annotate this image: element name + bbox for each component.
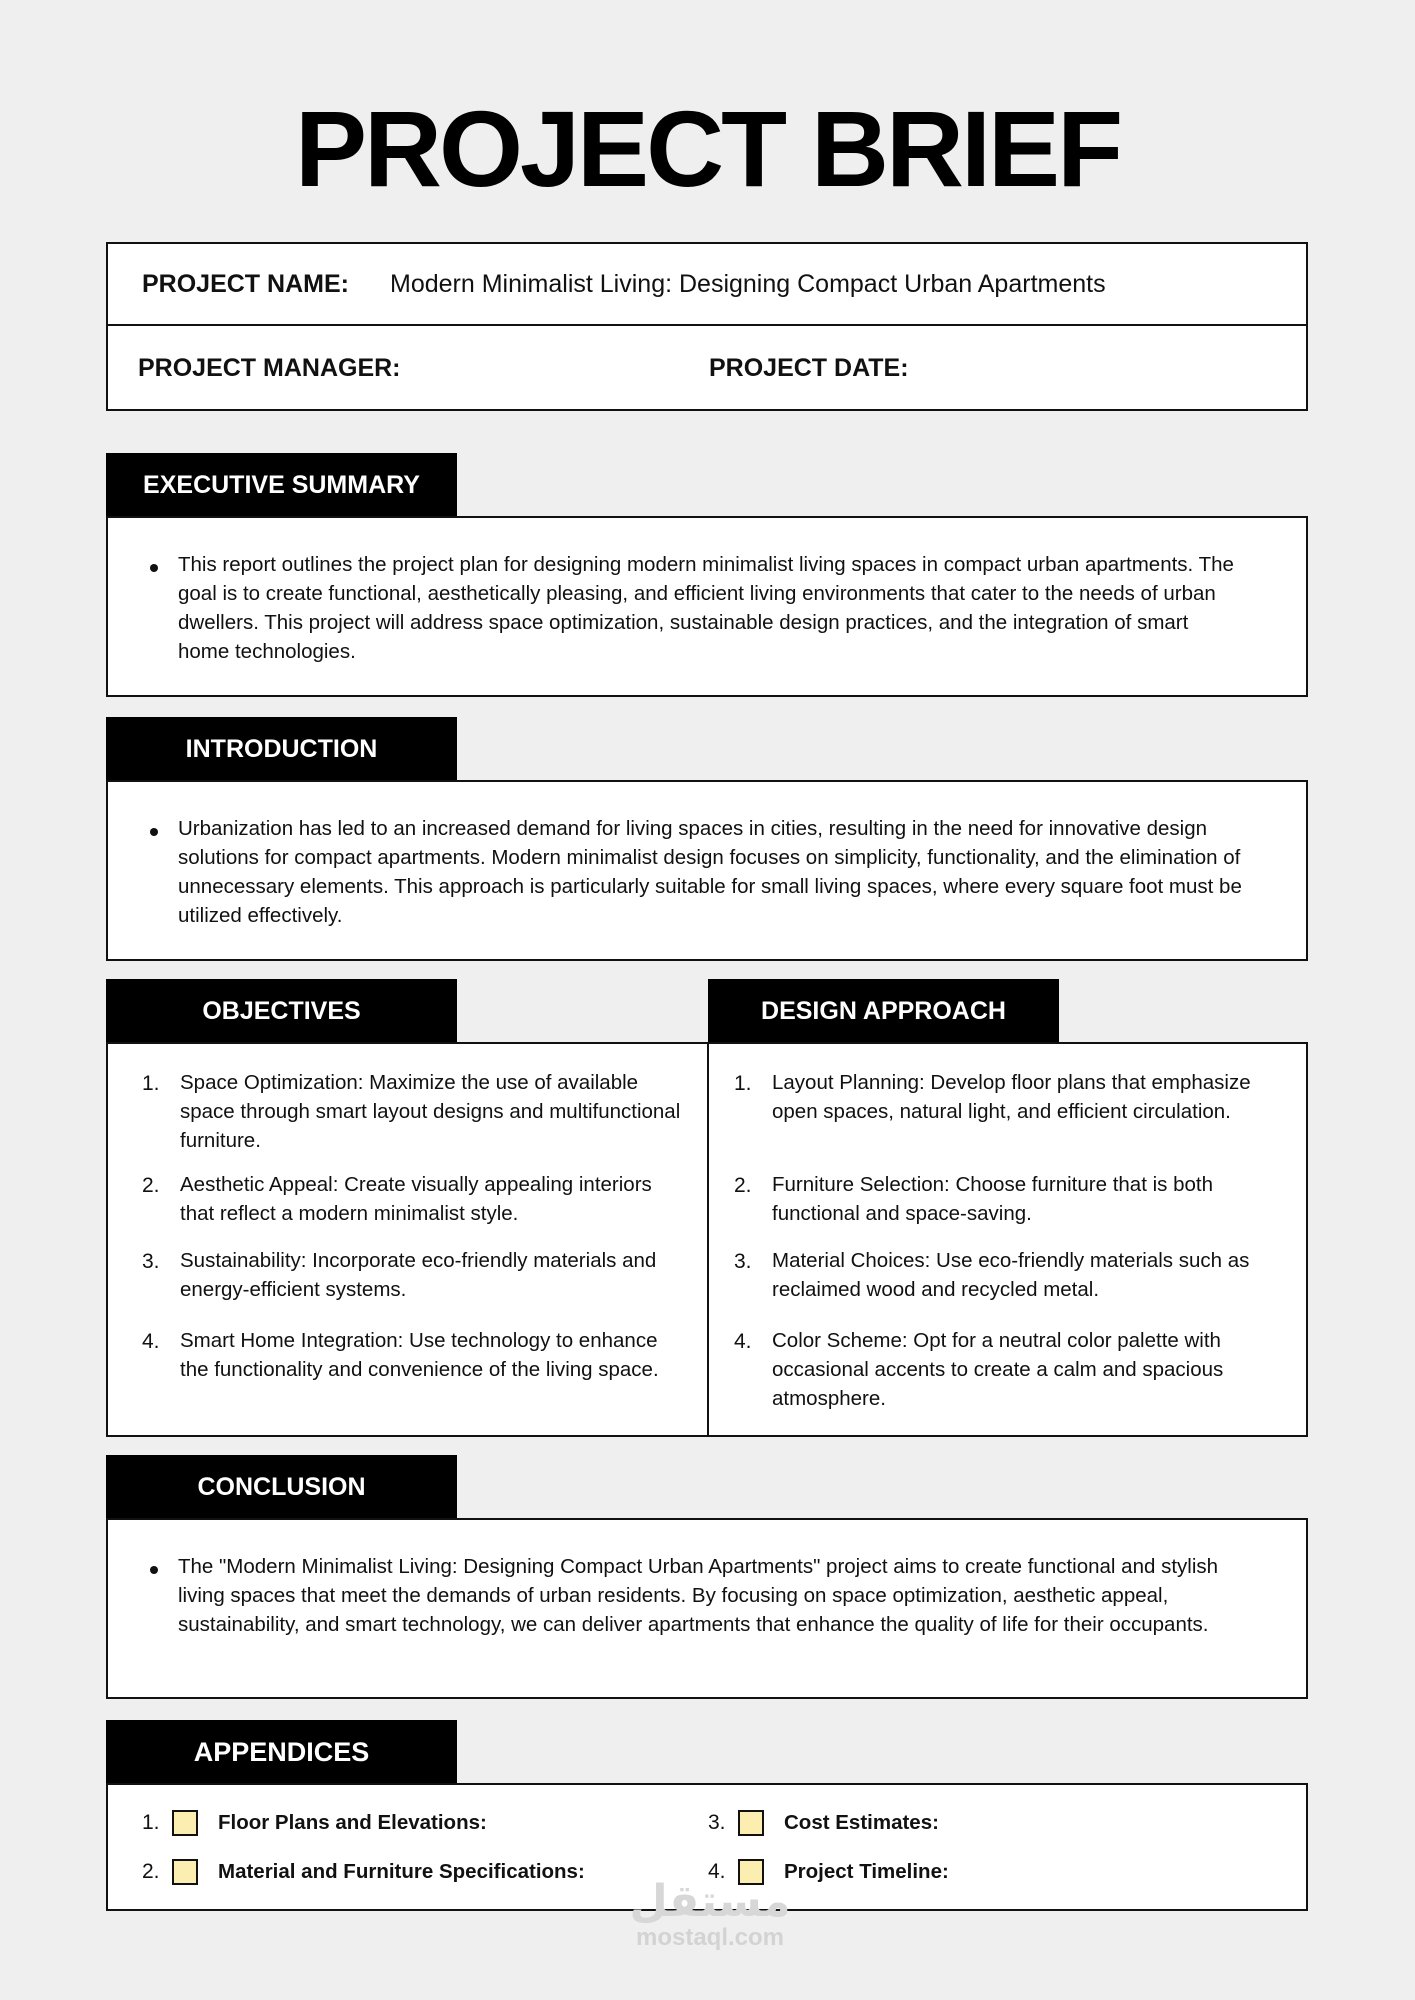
list-text: Layout Planning: Develop floor plans that emphasize open spaces, natural light, and efficient circulation. [772,1071,1251,1123]
appendix-checkbox[interactable] [172,1859,198,1885]
appendix-number: 4. [708,1860,726,1883]
appendices-heading: APPENDICES [106,1720,457,1785]
bullet-icon [150,1566,158,1574]
appendix-label: Material and Furniture Specifications: [218,1860,585,1883]
list-text: Furniture Selection: Choose furniture that is both functional and space-saving. [772,1173,1213,1225]
list-number: 2. [734,1174,752,1197]
page-title: PROJECT BRIEF [294,88,1121,209]
appendix-item [142,1810,487,1836]
watermark-arabic: مستقل [629,1877,791,1926]
appendix-label: Cost Estimates: [784,1811,939,1834]
appendix-label: Project Timeline: [784,1860,949,1883]
appendix-checkbox[interactable] [172,1810,198,1836]
list-text: Aesthetic Appeal: Create visually appealing interiors that reflect a modern minimalist style. [180,1173,652,1225]
appendix-checkbox[interactable] [738,1810,764,1836]
list-text: Color Scheme: Opt for a neutral color palette with occasional accents to create a calm and spacious atmosphere. [772,1329,1224,1410]
appendix-item [708,1810,939,1836]
list-number: 1. [142,1072,160,1095]
conclusion-box [106,1518,1308,1699]
project-manager-label: PROJECT MANAGER: [138,354,401,382]
list-text: Smart Home Integration: Use technology to enhance the functionality and convenience of the living space. [180,1329,659,1381]
project-date-label: PROJECT DATE: [709,354,909,382]
list-number: 1. [734,1072,752,1095]
project-manager-date-row [108,326,1306,411]
project-info-box [106,242,1308,411]
watermark-latin: mostaql.com [635,1924,785,1951]
objectives-heading: OBJECTIVES [106,979,457,1044]
conclusion-heading: CONCLUSION [106,1455,457,1520]
appendix-number: 3. [708,1811,726,1834]
list-text: Sustainability: Incorporate eco-friendly materials and energy-efficient systems. [180,1249,657,1301]
objectives-design-box [106,1042,1308,1437]
executive-summary-box [106,516,1308,697]
introduction-heading: INTRODUCTION [106,717,457,782]
appendix-label: Floor Plans and Elevations: [218,1811,487,1834]
list-number: 4. [142,1330,160,1353]
list-number: 3. [734,1250,752,1273]
appendix-number: 1. [142,1811,160,1834]
design-approach-heading: DESIGN APPROACH [708,979,1059,1044]
list-number: 4. [734,1330,752,1353]
appendix-number: 2. [142,1860,160,1883]
executive-summary-text: This report outlines the project plan for designing modern minimalist living spaces in compact urban apartments. The goal is to create functional, aesthetically pleasing, and efficient living environments that cater to the needs of urban dwellers. This project will address space optimization, sustainable design practices, and the integration of smart home technologies. [178,553,1234,663]
introduction-box [106,780,1308,961]
list-number: 3. [142,1250,160,1273]
executive-summary-heading: EXECUTIVE SUMMARY [106,453,457,518]
column-divider [707,1044,709,1437]
list-number: 2. [142,1174,160,1197]
project-name-row [108,244,1306,326]
project-name-label: PROJECT NAME: [142,269,349,298]
project-name-value: Modern Minimalist Living: Designing Compact Urban Apartments [390,269,1106,298]
conclusion-text: The "Modern Minimalist Living: Designing Compact Urban Apartments" project aims to create functional and stylish living spaces that meet the demands of urban residents. By focusing on space optimization, aesthetic appeal, sustainability, and smart technology, we can deliver apartments that enhance the quality of life for their occupants. [178,1555,1219,1636]
bullet-icon [150,564,158,572]
list-text: Material Choices: Use eco-friendly materials such as reclaimed wood and recycled metal. [772,1249,1250,1301]
bullet-icon [150,828,158,836]
list-text: Space Optimization: Maximize the use of available space through smart layout designs and multifunctional furniture. [180,1071,681,1152]
watermark-logo [620,1877,800,1952]
introduction-text: Urbanization has led to an increased demand for living spaces in cities, resulting in the need for innovative design solutions for compact apartments. Modern minimalist design focuses on simplicity, functionality, and the elimination of unnecessary elements. This approach is particularly suitable for small living spaces, where every square foot must be utilized effectively. [178,817,1242,927]
appendix-item [142,1859,585,1885]
